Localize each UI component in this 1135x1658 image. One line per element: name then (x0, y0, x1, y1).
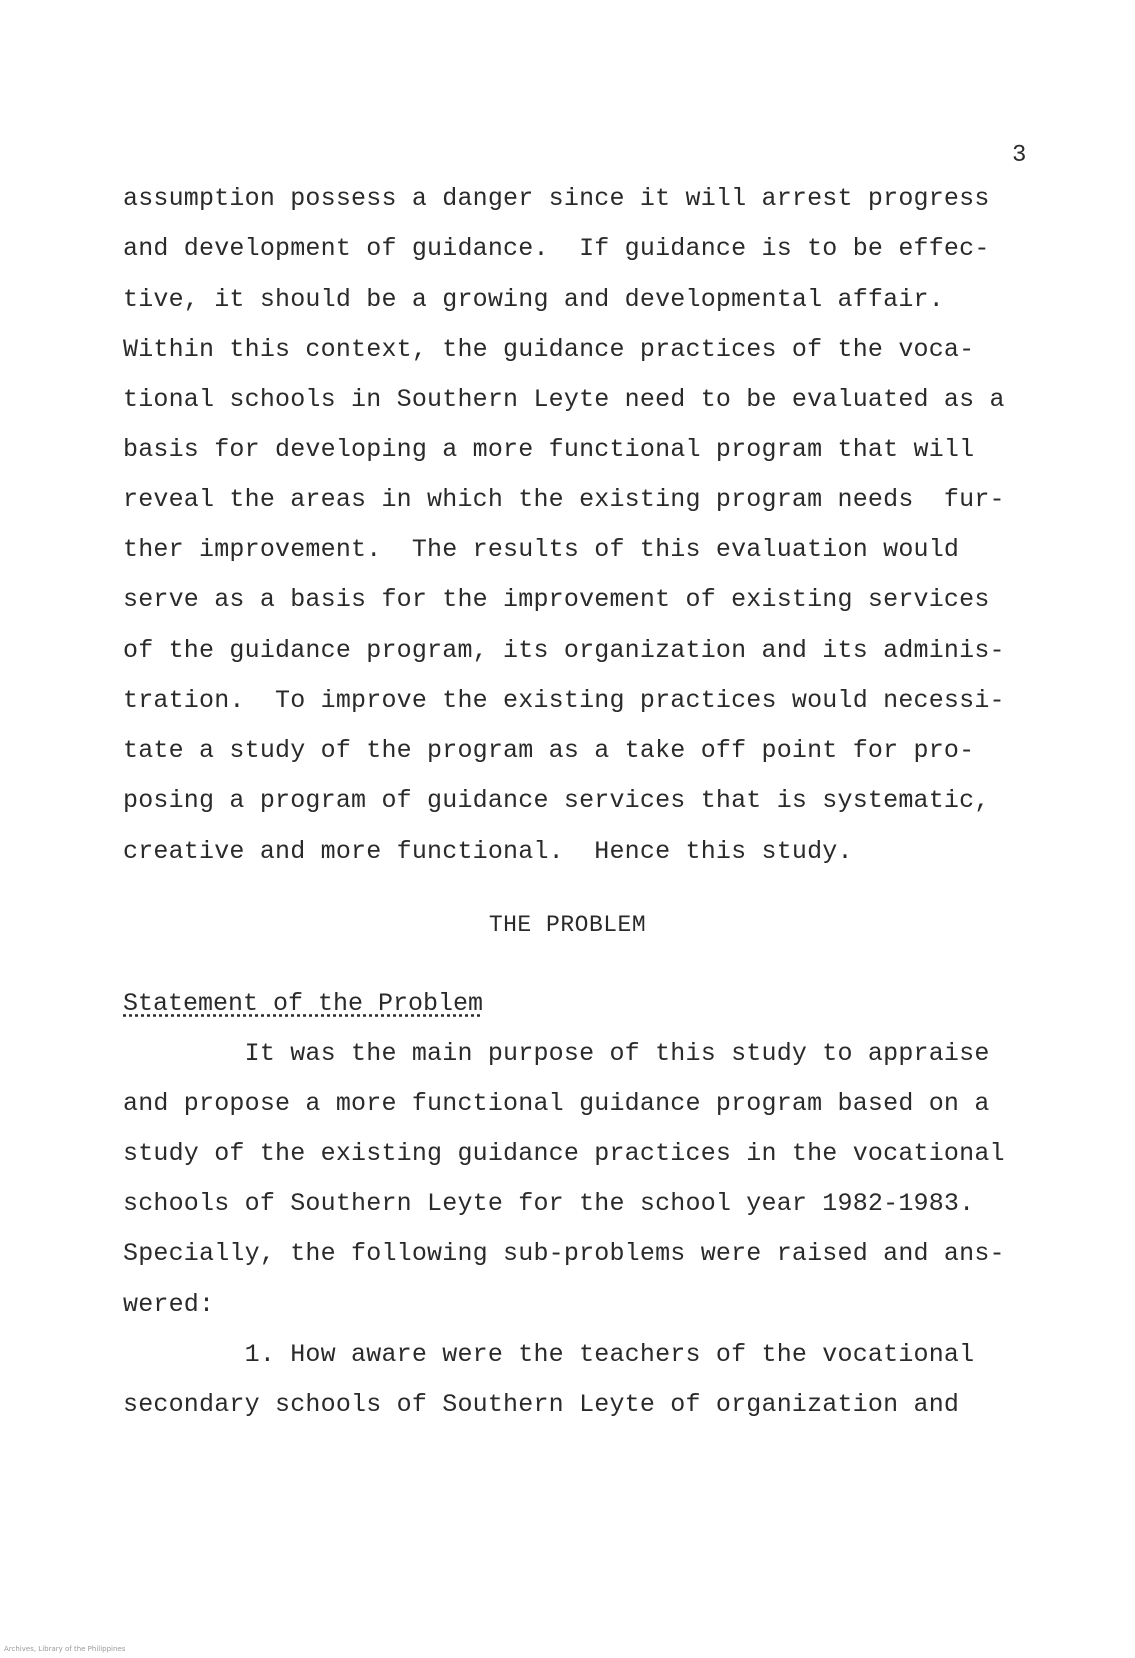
text-line: tive, it should be a growing and developmental affair. (123, 285, 944, 314)
text-line: Specially, the following sub-problems were raised and ans- (123, 1239, 1005, 1268)
text-line: basis for developing a more functional program that will (123, 435, 975, 464)
text-line: Within this context, the guidance practices of the voca- (123, 335, 975, 364)
text-line: tional schools in Southern Leyte need to be evaluated as a (123, 385, 1005, 414)
page-number: 3 (1012, 142, 1027, 169)
text-line: wered: (123, 1290, 215, 1319)
text-line: secondary schools of Southern Leyte of organization and (123, 1390, 960, 1419)
text-line: schools of Southern Leyte for the school year 1982-1983. (123, 1189, 975, 1218)
subsection-heading: Statement of the Problem (123, 989, 484, 1018)
text-line: tate a study of the program as a take off point for pro- (123, 736, 975, 765)
text-line: reveal the areas in which the existing program needs fur- (123, 485, 1005, 514)
text-line: assumption possess a danger since it will arrest progress (123, 184, 990, 213)
text-line: and propose a more functional guidance program based on a (123, 1089, 990, 1118)
text-line: 1. How aware were the teachers of the vocational (123, 1340, 975, 1369)
text-line: and development of guidance. If guidance is to be effec- (123, 234, 990, 263)
text-line: It was the main purpose of this study to appraise (123, 1039, 990, 1068)
text-line: tration. To improve the existing practices would necessi- (123, 686, 1005, 715)
text-line: posing a program of guidance services that is systematic, (123, 786, 990, 815)
text-line: serve as a basis for the improvement of existing services (123, 585, 990, 614)
text-line: study of the existing guidance practices in the vocational (123, 1139, 1005, 1168)
text-line: of the guidance program, its organization and its adminis- (123, 636, 1005, 665)
text-line: creative and more functional. Hence this study. (123, 837, 853, 866)
footer-note: Archives, Library of the Philippines (4, 1645, 126, 1653)
text-line: ther improvement. The results of this evaluation would (123, 535, 960, 564)
section-heading: THE PROBLEM (488, 912, 647, 938)
